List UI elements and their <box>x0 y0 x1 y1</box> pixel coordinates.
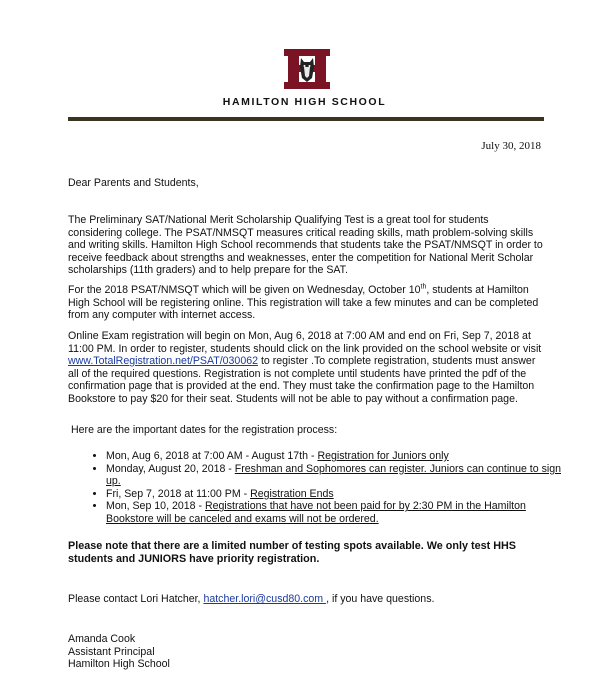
p3-text: Online Exam registration will begin on Mon, Aug 6, 2018 at 7:00 AM and end on Fri, Sep 7, 2018 at 11:00 PM. In order to register, students should click on the link provided on the school website or visit <box>68 330 542 355</box>
dates-intro: Here are the important dates for the registration process: <box>71 424 338 436</box>
list-item <box>106 450 562 463</box>
signature-block <box>68 633 544 671</box>
p2-superscript: th <box>420 283 427 291</box>
date-event: Registration Ends <box>250 487 334 500</box>
important-dates-list <box>88 450 562 526</box>
signer-title: Assistant Principal <box>68 645 155 658</box>
p3-text-end: to register .To complete registration, students must answer all of the required questions. Registration is not complete until students have printed the pdf of the confirmation page that is provided at the end. They must take the confirmation page to the Hamilton Bookstore to pay $20 for their seat. Students will not be able to pay without a confirmation page. <box>68 355 536 405</box>
list-item <box>106 488 562 501</box>
paragraph-intro: The Preliminary SAT/National Merit Scholarship Qualifying Test is a great tool for students considering college. The PSAT/NMSQT measures critical reading skills, math problem-solving skills and writing skills. Hamilton High School recommends that students take the PSAT/NMSQT in order to receive feedback about strengths and weaknesses, enter the competition for National Merit Scholar scholarships (11th graders) and to help prepare for the SAT. <box>68 214 543 277</box>
list-item <box>106 500 562 525</box>
contact-text: Please contact Lori Hatcher, <box>68 593 204 605</box>
priority-note: Please note that there are a limited number of testing spots available. We only test HHS students and JUNIORS have priority registration. <box>68 540 516 566</box>
date-when: Monday, August 20, 2018 - <box>106 462 235 475</box>
p2-text-end: , students at Hamilton High School will be registering online. This registration will take a few minutes and can be completed from any computer with internet access. <box>68 284 539 322</box>
header-divider <box>68 117 544 121</box>
date-when: Fri, Sep 7, 2018 at 11:00 PM - <box>106 487 251 500</box>
date-when: Mon, Aug 6, 2018 at 7:00 AM - August 17th - <box>106 450 318 462</box>
list-item <box>106 463 562 488</box>
p2-text: For the 2018 PSAT/NMSQT which will be given on Wednesday, October 10 <box>68 284 421 296</box>
paragraph-registration <box>68 330 544 406</box>
greeting: Dear Parents and Students, <box>68 177 199 189</box>
signer-name: Amanda Cook <box>68 633 136 645</box>
date-event: Registration for Juniors only <box>317 450 449 462</box>
husky-h-logo-icon <box>283 48 331 90</box>
letter-date: July 30, 2018 <box>481 140 541 152</box>
paragraph-test-date <box>68 284 544 322</box>
school-name: HAMILTON HIGH SCHOOL <box>222 96 387 108</box>
contact-line <box>68 593 544 606</box>
date-event: Registrations that have not been paid for by 2:30 PM in the Hamilton Bookstore will be canceled and exams will not be ordered. <box>106 500 526 525</box>
contact-text-end: , if you have questions. <box>326 593 435 605</box>
date-event: Freshman and Sophomores can register. Juniors can continue to sign up. <box>106 462 562 488</box>
signer-school: Hamilton High School <box>68 658 170 671</box>
contact-email-link[interactable]: hatcher.lori@cusd80.com <box>203 593 327 605</box>
registration-link[interactable]: www.TotalRegistration.net/PSAT/030062 <box>68 355 259 368</box>
date-when: Mon, Sep 10, 2018 - <box>106 500 205 513</box>
